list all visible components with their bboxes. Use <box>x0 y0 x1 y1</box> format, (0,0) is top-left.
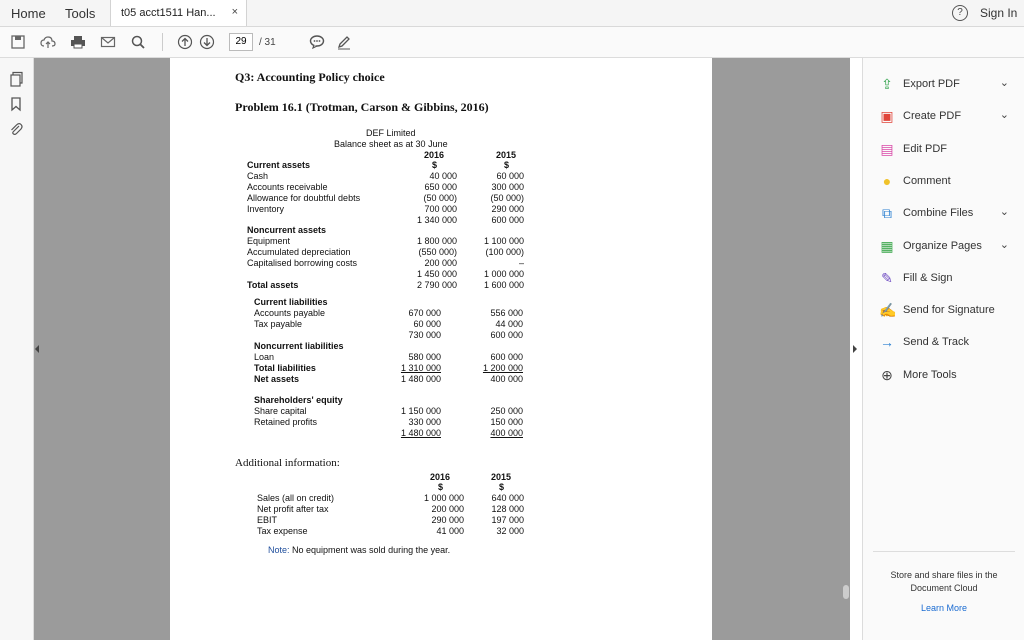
value-2015: 600 000 <box>490 330 523 340</box>
bookmark-icon[interactable] <box>8 96 24 112</box>
value-2016: 700 000 <box>424 204 457 214</box>
value-2016: 670 000 <box>408 308 441 318</box>
value-2016: 60 000 <box>413 319 441 329</box>
more-tools-icon: ⊕ <box>881 366 893 383</box>
email-icon[interactable] <box>100 34 116 50</box>
value-2016: 650 000 <box>424 182 457 192</box>
tool-label: Fill & Sign <box>903 271 953 284</box>
value-2015: – <box>518 258 524 268</box>
attachment-icon[interactable] <box>8 121 24 137</box>
value-2016: 1 450 000 <box>416 269 457 279</box>
tool-label: Send for Signature <box>903 304 995 317</box>
value-2016: (550 000) <box>418 247 457 257</box>
row-label: Cash <box>247 171 269 181</box>
currency-2015: $ <box>504 160 510 170</box>
balance-sheet-title: Balance sheet as at 30 June <box>334 139 448 149</box>
row-label: Noncurrent assets <box>247 225 327 235</box>
row-label: Tax payable <box>254 319 303 329</box>
value-2016: 2 790 000 <box>416 280 457 290</box>
add-currency-2016: $ <box>438 482 444 492</box>
value-2015: 290 000 <box>491 204 524 214</box>
tool-label: More Tools <box>903 368 957 381</box>
collapse-left-icon[interactable] <box>35 345 39 353</box>
value-2016: 1 800 000 <box>416 236 457 246</box>
chevron-down-icon[interactable]: ⌄ <box>999 206 1009 219</box>
comment-icon: ● <box>882 172 892 189</box>
tool-label: Create PDF <box>903 110 962 123</box>
value-2016: 330 000 <box>408 417 441 427</box>
left-rail <box>0 58 34 640</box>
value-2016: 1 480 000 <box>400 374 441 384</box>
value-2016: 730 000 <box>408 330 441 340</box>
value-2016: 41 000 <box>436 526 464 536</box>
value-2016: 580 000 <box>408 352 441 362</box>
value-2016: 200 000 <box>424 258 457 268</box>
chevron-down-icon[interactable]: ⌄ <box>999 238 1009 251</box>
value-2015: 556 000 <box>490 308 523 318</box>
row-label: Retained profits <box>254 417 318 427</box>
page-total: / 31 <box>259 37 276 48</box>
tool-create-pdf[interactable] <box>863 105 1024 129</box>
row-label: Allowance for doubtful debts <box>247 193 361 203</box>
value-2016: 1 150 000 <box>400 406 441 416</box>
tool-export-pdf[interactable] <box>863 73 1024 97</box>
tools-panel <box>862 58 1024 640</box>
row-label: Total liabilities <box>254 363 316 373</box>
row-label: EBIT <box>257 515 278 525</box>
row-label: Capitalised borrowing costs <box>247 258 358 268</box>
row-label: Current liabilities <box>254 297 328 307</box>
note <box>268 545 450 556</box>
cloud-text-1: Store and share files in the <box>890 570 998 580</box>
value-2015: 150 000 <box>490 417 523 427</box>
value-2016: 1 340 000 <box>416 215 457 225</box>
currency-2016: $ <box>432 160 438 170</box>
row-label: Net assets <box>254 374 300 384</box>
upload-cloud-icon[interactable] <box>40 34 56 50</box>
year-2015-header: 2015 <box>496 150 517 160</box>
value-2015: 400 000 <box>490 428 523 438</box>
next-page-icon[interactable] <box>199 34 215 50</box>
value-2015: 32 000 <box>496 526 524 536</box>
value-2015: (100 000) <box>485 247 524 257</box>
row-label: Accumulated depreciation <box>247 247 351 257</box>
cloud-text-2: Document Cloud <box>910 583 978 593</box>
tool-label: Send & Track <box>903 336 970 349</box>
document-tab-title: t05 acct1511 Han... <box>121 7 216 19</box>
tool-label: Comment <box>903 174 951 187</box>
row-label: Equipment <box>247 236 291 246</box>
company-name: DEF Limited <box>366 128 416 138</box>
tool-edit-pdf[interactable] <box>863 138 1024 162</box>
tool-combine-files[interactable] <box>863 202 1024 226</box>
export-pdf-icon: ⇪ <box>881 76 893 92</box>
toolbar-divider <box>162 33 163 51</box>
value-2015: 600 000 <box>491 215 524 225</box>
row-label: Sales (all on credit) <box>257 493 335 503</box>
tool-fill-sign[interactable] <box>863 267 1024 291</box>
scrollbar-thumb[interactable] <box>843 585 849 599</box>
sign-in-link[interactable]: Sign In <box>980 6 1018 20</box>
search-icon[interactable] <box>130 34 146 50</box>
tool-label: Organize Pages <box>903 239 982 252</box>
combine-files-icon: ⧉ <box>882 205 892 222</box>
row-label: Current assets <box>247 160 311 170</box>
tool-more-tools[interactable] <box>863 364 1024 388</box>
row-label: Tax expense <box>257 526 308 536</box>
panel-divider <box>873 551 1015 552</box>
tool-label: Combine Files <box>903 207 974 220</box>
collapse-right-icon[interactable] <box>853 345 857 353</box>
value-2015: 1 000 000 <box>483 269 524 279</box>
row-label: Accounts receivable <box>247 182 328 192</box>
page-thumbnails-icon[interactable] <box>8 71 24 87</box>
menu-tools[interactable]: Tools <box>65 6 96 21</box>
add-year-2016: 2016 <box>430 472 451 482</box>
value-2015: 1 100 000 <box>483 236 524 246</box>
value-2016: (50 000) <box>423 193 457 203</box>
document-tab[interactable] <box>110 0 247 26</box>
tool-send-track[interactable] <box>863 331 1024 355</box>
learn-more-link[interactable]: Learn More <box>920 603 968 613</box>
tool-organize-pages[interactable] <box>863 235 1024 259</box>
tool-send-for-signature[interactable] <box>863 299 1024 323</box>
menu-bar <box>0 0 1024 27</box>
value-2015: 1 600 000 <box>483 280 524 290</box>
save-icon[interactable] <box>10 34 26 50</box>
year-2016-header: 2016 <box>424 150 445 160</box>
value-2015: 128 000 <box>491 504 524 514</box>
value-2015: 44 000 <box>495 319 523 329</box>
close-tab-icon[interactable]: × <box>231 6 238 18</box>
value-2015: 197 000 <box>491 515 524 525</box>
page-heading: Q3: Accounting Policy choice <box>235 70 385 84</box>
pen-icon[interactable] <box>336 34 352 50</box>
help-icon[interactable]: ? <box>952 5 968 21</box>
send-signature-icon: ✍ <box>879 302 897 319</box>
note-label: Note: <box>268 545 290 555</box>
value-2016: 1 310 000 <box>400 363 441 373</box>
page-number-input[interactable] <box>229 33 253 51</box>
add-currency-2015: $ <box>499 482 505 492</box>
row-label: Noncurrent liabilities <box>254 341 344 351</box>
create-pdf-icon: ▣ <box>880 108 894 125</box>
menu-home[interactable]: Home <box>11 6 46 21</box>
previous-page-icon[interactable] <box>177 34 193 50</box>
row-label: Shareholders' equity <box>254 395 343 405</box>
row-label: Loan <box>254 352 275 362</box>
tool-label: Export PDF <box>903 78 960 90</box>
row-label: Accounts payable <box>254 308 326 318</box>
organize-pages-icon: ▦ <box>880 237 894 254</box>
note-text: No equipment was sold during the year. <box>289 545 451 555</box>
value-2015: 640 000 <box>491 493 524 503</box>
row-label: Net profit after tax <box>257 504 329 514</box>
value-2016: 290 000 <box>431 515 464 525</box>
chevron-down-icon[interactable]: ⌄ <box>999 77 1009 89</box>
comment-bubble-icon[interactable] <box>309 34 325 50</box>
value-2015: 1 200 000 <box>482 363 523 373</box>
edit-pdf-icon: ▤ <box>880 140 894 157</box>
toolbar <box>0 27 1024 58</box>
value-2016: 1 480 000 <box>400 428 441 438</box>
print-icon[interactable] <box>70 34 86 50</box>
tool-label: Edit PDF <box>903 142 948 155</box>
value-2016: 40 000 <box>429 171 457 181</box>
tool-comment[interactable] <box>863 170 1024 194</box>
chevron-down-icon[interactable]: ⌄ <box>999 109 1009 122</box>
row-label: Total assets <box>247 280 299 290</box>
value-2016: 1 000 000 <box>423 493 464 503</box>
value-2015: 300 000 <box>491 182 524 192</box>
value-2015: 600 000 <box>490 352 523 362</box>
value-2015: 60 000 <box>496 171 524 181</box>
value-2015: 400 000 <box>490 374 523 384</box>
row-label: Share capital <box>254 406 307 416</box>
add-year-2015: 2015 <box>491 472 512 482</box>
value-2015: (50 000) <box>490 193 524 203</box>
value-2016: 200 000 <box>431 504 464 514</box>
fill-sign-icon: ✎ <box>881 269 893 286</box>
send-track-icon: → <box>880 334 894 351</box>
value-2015: 250 000 <box>490 406 523 416</box>
problem-title: Problem 16.1 (Trotman, Carson & Gibbins, 2016) <box>235 100 489 114</box>
additional-info-heading: Additional information: <box>235 457 340 469</box>
row-label: Inventory <box>247 204 285 214</box>
